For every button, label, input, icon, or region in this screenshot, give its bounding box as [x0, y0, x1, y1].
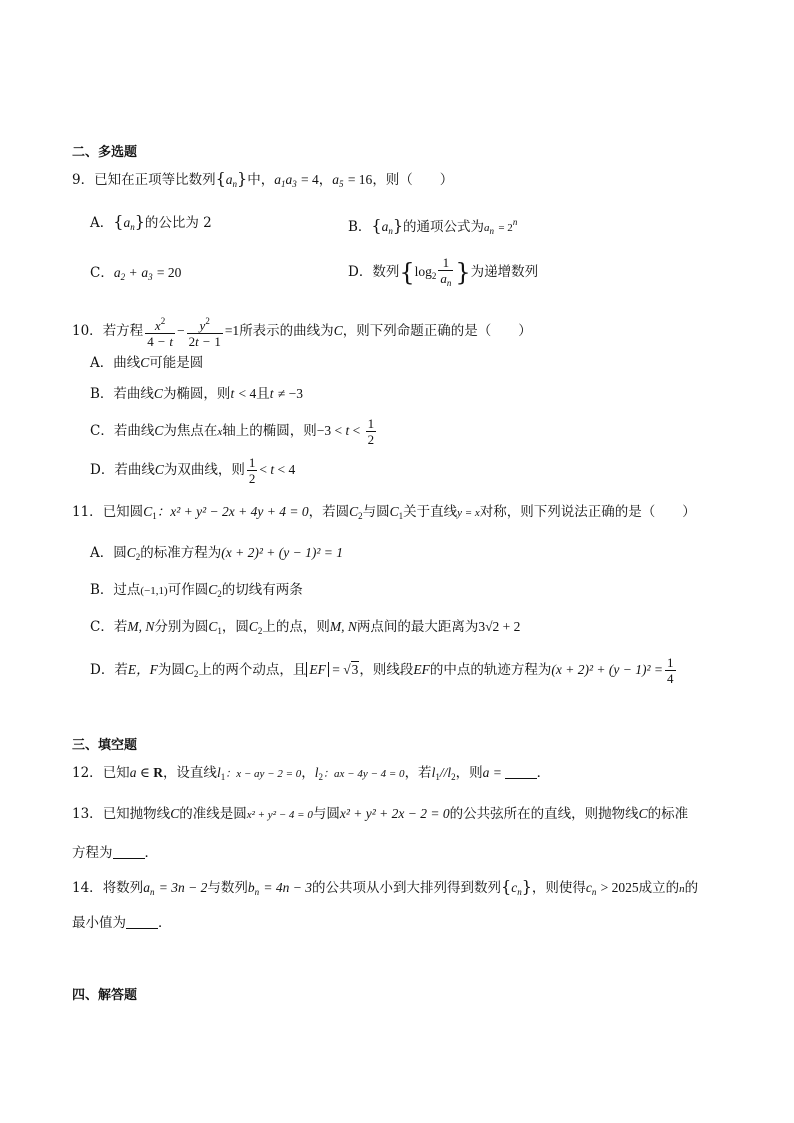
question-9-option-a: A．$\{a_n\}$的公比为 2: [90, 212, 212, 232]
question-9-option-b: B．$\{a_n\}$的通项公式为$a_n = 2^n$: [348, 216, 518, 236]
question-9-option-c: C．$a_2 + a_3 = 20$: [90, 265, 182, 282]
question-number: 10．: [72, 323, 103, 339]
question-13-line-1: 13．已知抛物线C的准线是圆x² + y² − 4 = 0与圆x² + y² + 2x − 2 = 0的公共弦所在的直线，则抛物线C的标准: [72, 806, 689, 822]
question-9-option-d: D．数列{$\log_2$ $\frac{1}{a_n}$ }为递增数列: [348, 254, 539, 288]
section-heading-multi-choice: 二、多选题: [72, 145, 138, 160]
question-10-option-b: B．若曲线C为椭圆，则t < 4且t ≠ −3: [90, 386, 303, 402]
section-heading-answer: 四、解答题: [72, 988, 138, 1003]
question-number: 13．: [72, 806, 103, 822]
question-11-option-c: C．若M, N分别为圆$C_1$，圆$C_2$上的点，则M, N两点间的最大距离为3√2 + 2: [90, 619, 521, 636]
question-10-stem: 10．若方程 $\frac{x^2}{4 - t}$ − $\frac{y^2}{2t - 1}$ =1所表示的曲线为C，则下列命题正确的是（ ）: [72, 315, 532, 349]
question-11-option-a: A．圆$C_2$的标准方程为(x + 2)² + (y − 1)² = 1: [90, 545, 344, 562]
question-number: 14．: [72, 880, 103, 896]
question-11-option-d: D．若E，F为圆$C_2$上的两个动点，且 EF = √3，则线段EF的中点的轨迹方程为(x + 2)² + (y − 1)² = $\frac{1}{4}$: [90, 655, 674, 686]
question-10-option-a: A．曲线C可能是圆: [90, 355, 204, 371]
question-13-line-2: 方程为 ．: [72, 845, 158, 861]
question-14-line-1: 14．将数列$a_n = 3n - 2$与数列$b_n = 4n - 3$的公共项从小到大排列得到数列$\{c_n\}$，则使得$c_n > 2025$成立的n的: [72, 877, 699, 897]
question-number: 11．: [72, 504, 103, 520]
question-11-stem: 11．已知圆$C_1$：x² + y² − 2x + 4y + 4 = 0，若圆$C_2$与圆$C_1$关于直线y = x对称，则下列说法正确的是（ ）: [72, 504, 696, 521]
question-number: 9．: [72, 172, 95, 188]
answer-blank[interactable]: [505, 764, 537, 779]
question-12: 12．已知a ∈ R，设直线$l_1$：x − ay − 2 = 0，$l_2$：ax − 4y − 4 = 0，若$l_1//l_2$，则a = ．: [72, 765, 551, 782]
question-number: 12．: [72, 765, 103, 781]
answer-blank[interactable]: [113, 844, 145, 859]
question-9-stem: 9．已知在正项等比数列$\{a_n\}$中，$a_1a_3 = 4$，$a_5 = 16$，则（ ）: [72, 169, 454, 189]
question-11-option-b: B．过点(−1,1)可作圆$C_2$的切线有两条: [90, 582, 303, 599]
question-14-line-2: 最小值为 ．: [72, 915, 172, 931]
answer-blank[interactable]: [126, 914, 158, 929]
question-10-option-d: D．若曲线C为双曲线，则 $\frac{1}{2}$ < t < 4: [90, 455, 296, 486]
section-heading-fill-blank: 三、填空题: [72, 738, 138, 753]
question-10-option-c: C．若曲线C为焦点在x轴上的椭圆，则−3 < t < $\frac{1}{2}$: [90, 416, 375, 447]
